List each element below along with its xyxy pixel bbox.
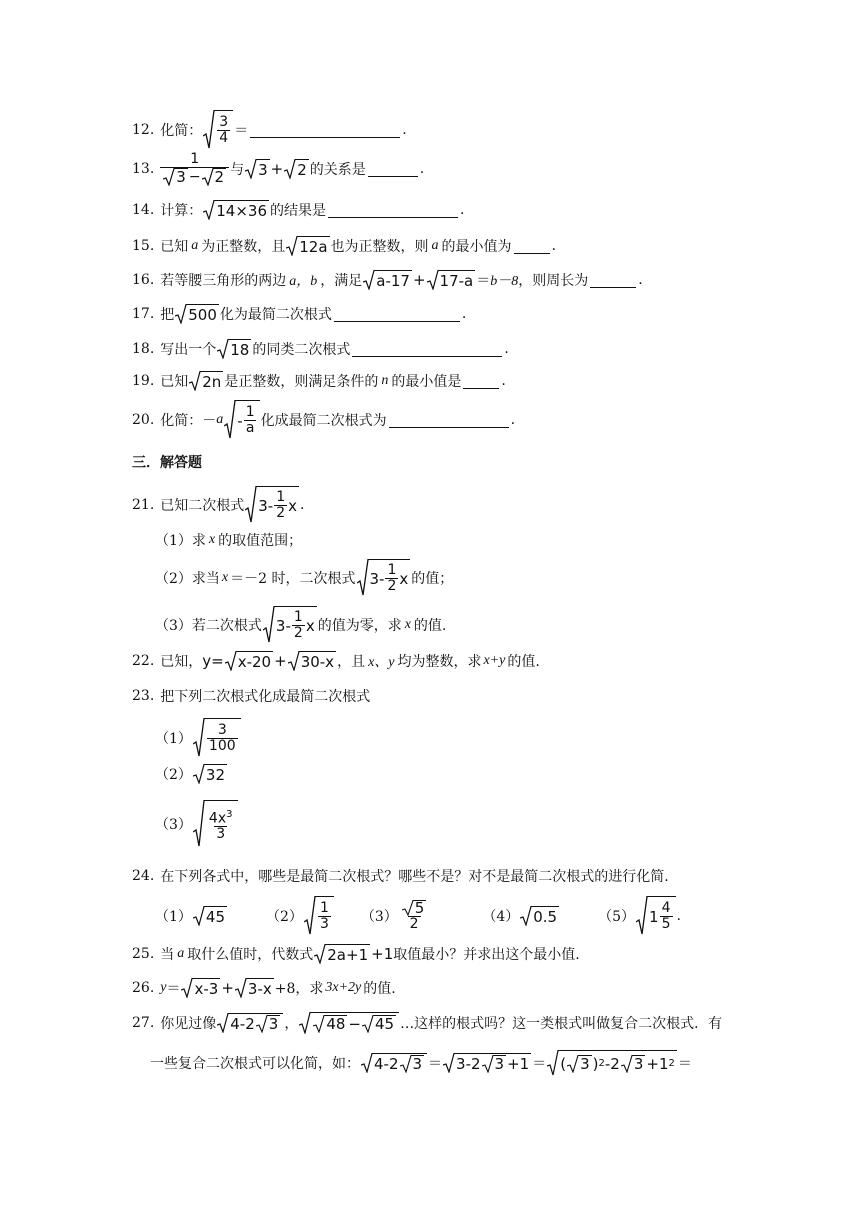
question-27: 27. 你见过像 4-2 3 ， 48 − 45 …这样的根式吗？这一类根式叫做复合二次根式．有 <box>132 1012 722 1034</box>
question-number: 22. <box>132 653 155 669</box>
question-24: 24. 在下列各式中，哪些是最简二次根式？哪些不是？对不是最简二次根式的进行化简. <box>132 868 669 885</box>
fraction: 1 3 − 2 <box>160 152 229 186</box>
question-21: 21. 已知二次根式 3- $\frac{1}{2}$ x . <box>132 486 305 524</box>
q23-part-2: （2） 32 <box>155 765 226 784</box>
question-23: 23. 把下列二次根式化成最简二次根式 <box>132 688 371 705</box>
question-number: 26. <box>132 980 155 996</box>
q21-part-2: （2）求当 x ＝－2 时，二次根式 3- $\frac{1}{2}$ x 的值； <box>155 559 453 597</box>
section-heading: 三．解答题 <box>132 455 202 471</box>
question-number: 25. <box>132 946 155 962</box>
q21-part-1: （1）求 x 的取值范围； <box>155 532 303 549</box>
answer-blank[interactable] <box>463 374 499 389</box>
question-16: 16. 若等腰三角形的两边 a，b ，满足 a-17 + 17-a ＝ b－8 ，则周长为 . <box>132 271 643 290</box>
question-19: 19. 已知 2n 是正整数，则满足条件的 n 的最小值是 . <box>132 372 506 391</box>
question-number: 12. <box>132 122 155 138</box>
question-number: 17. <box>132 306 155 322</box>
question-number: 15. <box>132 238 155 254</box>
question-25: 25. 当 a 取什么值时，代数式 2a+1 +1 取值最小？并求出这个最小值. <box>132 945 580 964</box>
question-12: 12. 化简： $\frac{3}{4}$ ＝ . <box>132 110 407 150</box>
question-15: 15. 已知 a 为正整数，且 12a 也为正整数，则 a 的最小值为 . <box>132 237 556 256</box>
question-17: 17. 把 500 化为最简二次根式 . <box>132 305 467 324</box>
question-18: 18. 写出一个 18 的同类二次根式 . <box>132 340 509 359</box>
q27-line-2: 一些复合二次根式可以化简，如： 4-2 3 ＝ 3-2 3 +1 ＝ ( 3 ) 2 -2 3 +1 2 ＝ <box>150 1050 692 1076</box>
question-number: 27. <box>132 1015 155 1031</box>
q23-part-1: （1） $\frac{3}{100}$ <box>155 718 242 758</box>
question-number: 24. <box>132 868 155 884</box>
question-13: 13. 1 3 − 2 与 3 + 2 的关系是 . <box>132 151 425 186</box>
answer-blank[interactable] <box>328 203 458 218</box>
question-20: 20. 化简：－ a - $\frac{1}{a}$ 化成最简二次根式为 . <box>132 400 515 440</box>
question-22: 22. 已知， y= x-20 + 30-x ，且 x、y 均为整数，求 x+y 的值. <box>132 652 540 671</box>
q24-items: （1） 45 （2） $\frac{1}{3}$ （3） $\frac{5}{2}$ （4） 0.5 （5） 1 $\frac{4}{5}$ . <box>155 896 681 936</box>
question-number: 18. <box>132 341 155 357</box>
question-number: 23. <box>132 688 155 704</box>
q21-part-3: （3）若二次根式 3- $\frac{1}{2}$ x 的值为零，求 x 的值. <box>155 606 446 644</box>
answer-blank[interactable] <box>514 239 550 254</box>
question-number: 16. <box>132 272 155 288</box>
question-14: 14. 计算： 14×36 的结果是 . <box>132 201 465 220</box>
answer-blank[interactable] <box>352 342 502 357</box>
answer-blank[interactable] <box>250 123 400 138</box>
question-number: 19. <box>132 373 155 389</box>
answer-blank[interactable] <box>334 307 460 322</box>
answer-blank[interactable] <box>389 413 509 428</box>
question-number: 21. <box>132 497 155 513</box>
answer-blank[interactable] <box>590 273 636 288</box>
answer-blank[interactable] <box>368 162 418 177</box>
question-number: 20. <box>132 412 155 428</box>
question-26: 26. y ＝ x-3 + 3-x +8，求 3x+2y 的值. <box>132 979 396 998</box>
question-number: 13. <box>132 161 155 177</box>
radical-3-over-4: $\frac{3}{4}$ <box>203 110 233 150</box>
question-number: 14. <box>132 202 155 218</box>
q23-part-3: （3） $\frac{4x^3}{3}$ <box>155 800 239 848</box>
